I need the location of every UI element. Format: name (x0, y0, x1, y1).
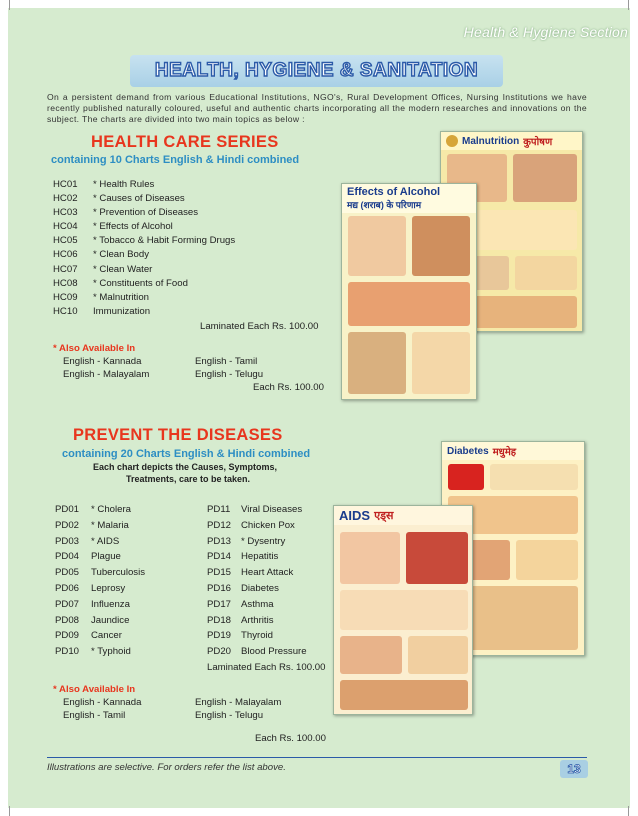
item-code: PD14 (207, 551, 231, 563)
list-item (53, 192, 293, 206)
list-item (55, 628, 195, 644)
list-item (53, 263, 293, 277)
list-item (55, 549, 195, 565)
item-code: HC03 (53, 207, 78, 219)
item-code: PD15 (207, 567, 231, 579)
list-item (207, 549, 347, 565)
item-code: PD08 (55, 614, 79, 626)
item-code: PD17 (207, 598, 231, 610)
list-item (53, 305, 293, 319)
crop-mark (628, 0, 638, 10)
item-code: PD03 (55, 535, 79, 547)
item-code: HC02 (53, 193, 78, 205)
prevent-subtitle: containing 20 Charts English & Hindi combined (62, 448, 311, 460)
item-name: Influenza (91, 598, 130, 610)
illustration-panel (515, 256, 577, 290)
diabetes-hindi-title: मधुमेह (492, 447, 517, 458)
prevent-list-left (55, 502, 195, 660)
item-code: PD20 (207, 646, 231, 658)
item-name: Cancer (91, 630, 122, 642)
alcohol-title: Effects of Alcohol (347, 186, 441, 198)
illustration-panel (516, 540, 578, 580)
item-name: Leprosy (91, 582, 126, 594)
item-name: * Health Rules (93, 179, 155, 190)
item-name: Thyroid (241, 630, 273, 642)
illustration-panel (340, 532, 400, 584)
item-name: * Tobacco & Habit Forming Drugs (93, 235, 236, 247)
item-code: PD05 (55, 567, 79, 579)
prevent-description: Each chart depicts the Causes, Symptoms, (93, 462, 278, 472)
footer-divider (47, 757, 587, 758)
crop-mark (0, 806, 10, 816)
list-item (207, 613, 347, 629)
aids-chart-image (333, 505, 473, 715)
item-code: HC04 (53, 221, 78, 233)
health-care-also-label: * Also Available In (53, 343, 136, 354)
effects-of-alcohol-chart-image (341, 183, 477, 400)
item-name: Chicken Pox (241, 519, 295, 531)
item-name: * AIDS (91, 535, 120, 547)
item-name: Plague (91, 551, 121, 563)
item-name: Blood Pressure (241, 646, 307, 658)
list-item (53, 291, 293, 305)
item-code: PD11 (207, 504, 231, 515)
item-code: PD06 (55, 582, 79, 594)
list-item (55, 581, 195, 597)
item-name: * Prevention of Diseases (93, 207, 199, 219)
item-name: * Malaria (91, 519, 129, 531)
item-name: * Dysentry (241, 535, 286, 547)
list-item (55, 644, 195, 660)
page-title-banner (130, 55, 503, 87)
item-code: PD10 (55, 646, 79, 658)
item-name: * Effects of Alcohol (93, 221, 173, 233)
health-care-title: HEALTH CARE SERIES (91, 133, 279, 151)
health-care-price: Laminated Each Rs. 100.00 (200, 321, 319, 332)
list-item (207, 534, 347, 550)
illustration-panel (340, 680, 468, 710)
list-item (55, 534, 195, 550)
item-code: PD16 (207, 582, 231, 594)
item-code: HC06 (53, 249, 78, 261)
health-care-subtitle: containing 10 Charts English & Hindi combined (51, 154, 300, 166)
item-code: PD13 (207, 535, 231, 547)
page-number: 13 (560, 760, 588, 778)
item-name: Hepatitis (241, 551, 279, 563)
crop-mark (628, 806, 638, 816)
list-item (53, 234, 293, 248)
list-item (53, 178, 293, 192)
illustration-panel (348, 332, 406, 394)
item-code: PD07 (55, 598, 79, 610)
list-item (55, 518, 195, 534)
footer-note: Illustrations are selective. For orders refer the list above. (47, 762, 286, 773)
item-name: Asthma (241, 598, 274, 610)
illustration-panel (408, 636, 468, 674)
illustration-panel (340, 590, 468, 630)
item-name: * Clean Water (93, 263, 153, 275)
list-item (207, 628, 347, 644)
item-name: * Constituents of Food (93, 277, 188, 289)
item-name: Heart Attack (241, 567, 294, 579)
list-item (55, 597, 195, 613)
item-name: * Typhoid (91, 646, 131, 658)
illustration-panel (348, 216, 406, 276)
prevent-list-right (207, 502, 347, 660)
illustration-panel (448, 464, 484, 490)
diabetes-title: Diabetes (447, 445, 489, 457)
item-code: PD09 (55, 630, 79, 642)
item-code: HC10 (53, 305, 78, 317)
illustration-panel (406, 532, 468, 584)
item-code: PD02 (55, 519, 79, 531)
page-title: HEALTH, HYGIENE & SANITATION (154, 60, 479, 81)
emblem-icon (446, 135, 458, 147)
item-code: HC01 (53, 179, 78, 190)
prevent-title: PREVENT THE DISEASES (73, 426, 283, 444)
also-item: English - Malayalam (63, 369, 150, 380)
malnutrition-title: Malnutrition (462, 135, 520, 147)
illustration-panel (412, 332, 470, 394)
prevent-also-label: * Also Available In (53, 684, 136, 695)
item-code: PD19 (207, 630, 231, 642)
item-name: * Causes of Diseases (93, 193, 185, 205)
item-code: HC08 (53, 277, 78, 289)
also-item: English - Telugu (195, 369, 264, 380)
list-item (53, 277, 293, 291)
list-item (53, 206, 293, 220)
item-code: PD12 (207, 519, 231, 531)
list-item (207, 518, 347, 534)
item-name: * Cholera (91, 504, 131, 515)
illustration-panel (513, 154, 577, 202)
list-item (207, 644, 347, 660)
illustration-panel (490, 464, 578, 490)
prevent-description: Treatments, care to be taken. (126, 474, 251, 484)
item-name: Diabetes (241, 582, 279, 594)
item-name: * Clean Body (93, 249, 149, 261)
item-name: Tuberculosis (91, 567, 146, 579)
list-item (207, 565, 347, 581)
alcohol-hindi-title: मद्य (शराब) के परिणाम (347, 200, 422, 210)
illustration-panel (340, 636, 402, 674)
health-care-list (53, 178, 293, 319)
item-code: PD04 (55, 551, 79, 563)
item-code: PD18 (207, 614, 231, 626)
prevent-also-price: Each Rs. 100.00 (255, 733, 326, 744)
item-name: Viral Diseases (241, 504, 303, 515)
also-item: English - Malayalam (195, 697, 282, 708)
item-name: Jaundice (91, 614, 130, 626)
also-item: English - Tamil (63, 710, 126, 721)
also-item: English - Telugu (195, 710, 264, 721)
item-name: Immunization (93, 305, 151, 317)
illustration-panel (348, 282, 470, 326)
list-item (55, 502, 195, 518)
illustration-panel (412, 216, 470, 276)
list-item (53, 248, 293, 262)
also-item: English - Kannada (63, 356, 142, 367)
item-code: PD01 (55, 504, 79, 515)
section-tag: Health & Hygiene Section (463, 24, 628, 40)
item-code: HC07 (53, 263, 78, 275)
crop-mark (0, 0, 10, 10)
prevent-price: Laminated Each Rs. 100.00 (207, 662, 326, 673)
also-item: English - Kannada (63, 697, 142, 708)
item-code: HC05 (53, 235, 78, 247)
list-item (55, 613, 195, 629)
item-code: HC09 (53, 291, 78, 303)
aids-title: AIDS (339, 508, 371, 523)
item-name: Arthritis (241, 614, 274, 626)
list-item (207, 581, 347, 597)
list-item (55, 565, 195, 581)
item-name: * Malnutrition (93, 291, 149, 303)
list-item (207, 502, 347, 518)
also-item: English - Tamil (195, 356, 258, 367)
intro-paragraph: On a persistent demand from various Educational Institutions, NGO's, Rural Development Offices, Nursing Institutions we have recently published naturally coloured, useful and authentic charts incorporating all the modern researches and innovations on the subject. The charts are divided into two main topics as below : (47, 92, 587, 124)
list-item (53, 220, 293, 234)
aids-hindi-title: एड्स (374, 510, 394, 522)
health-care-also-price: Each Rs. 100.00 (253, 382, 324, 393)
malnutrition-hindi-title: कुपोषण (523, 137, 553, 148)
list-item (207, 597, 347, 613)
